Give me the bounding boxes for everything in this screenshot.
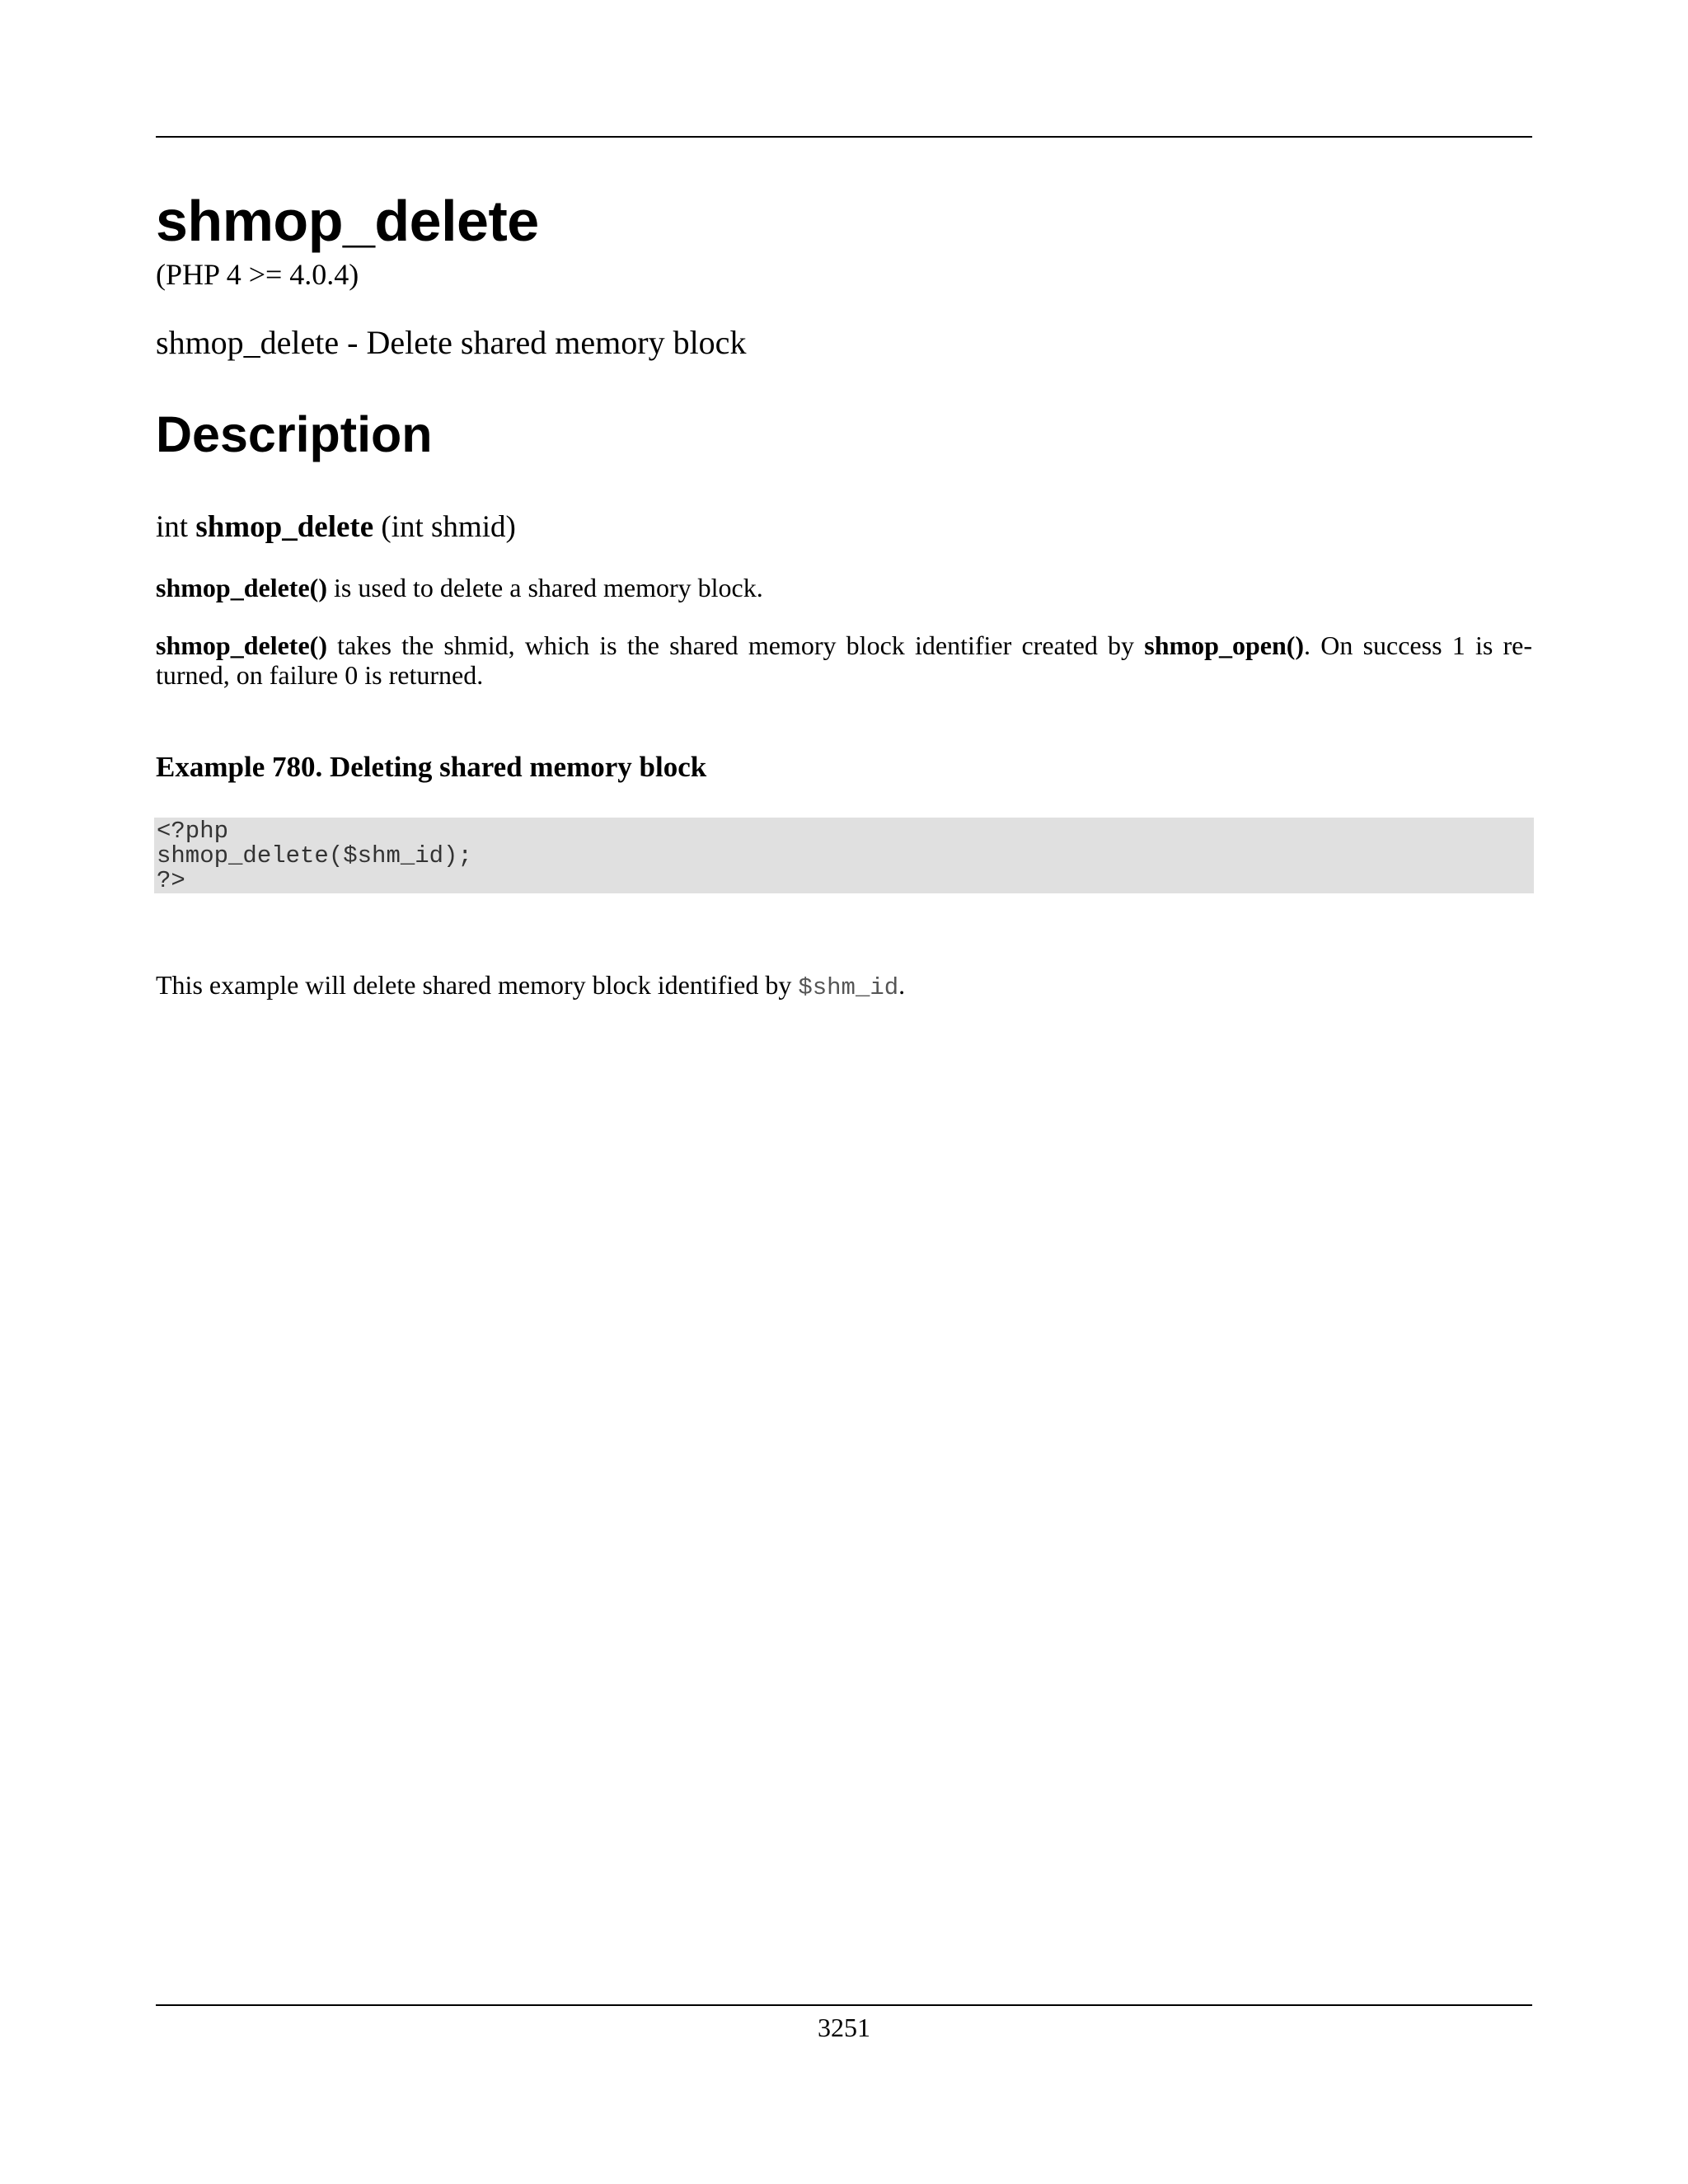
function-synopsis (156, 509, 516, 546)
example-title: Example 780. Deleting shared memory block (156, 751, 707, 783)
code-line: ?> (157, 867, 185, 894)
example-note (156, 969, 905, 1004)
note-end: . (898, 970, 906, 1000)
code-line: shmop_delete($shm_id); (157, 842, 472, 869)
version-info: (PHP 4 >= 4.0.4) (156, 258, 359, 291)
synopsis-function-name: shmop_delete (195, 510, 374, 544)
refpurpose-separator: - (339, 324, 367, 361)
description-paragraph-2 (156, 630, 1532, 690)
function-reference: shmop_delete() (156, 573, 327, 602)
description-paragraph-1 (156, 572, 763, 603)
synopsis-params: (int shmid) (381, 510, 516, 544)
description-heading: Description (156, 406, 433, 462)
function-reference: shmop_delete() (156, 630, 327, 660)
page-number: 3251 (818, 2013, 870, 2042)
refpurpose-text: Delete shared memory block (366, 324, 747, 361)
paragraph-text: . On success 1 is re- turned, on failure 0 is returned. (156, 630, 1533, 690)
code-line: <?php (157, 818, 229, 845)
paragraph-text: takes the shmid, which is the shared memory block identifier created by (326, 630, 1145, 660)
code-block (154, 818, 1534, 893)
header-rule (156, 136, 1532, 138)
note-text: This example will delete shared memory block identified by (156, 970, 799, 1000)
refpurpose (156, 323, 746, 363)
page-title: shmop_delete (156, 189, 539, 253)
synopsis-return-type: int (156, 510, 189, 544)
variable-literal: $shm_id (798, 974, 899, 1001)
function-reference-shmop-open: shmop_open() (1144, 630, 1305, 660)
paragraph-text: is used to delete a shared memory block. (326, 573, 763, 602)
refname: shmop_delete (156, 324, 340, 361)
footer-rule (156, 2004, 1532, 2006)
